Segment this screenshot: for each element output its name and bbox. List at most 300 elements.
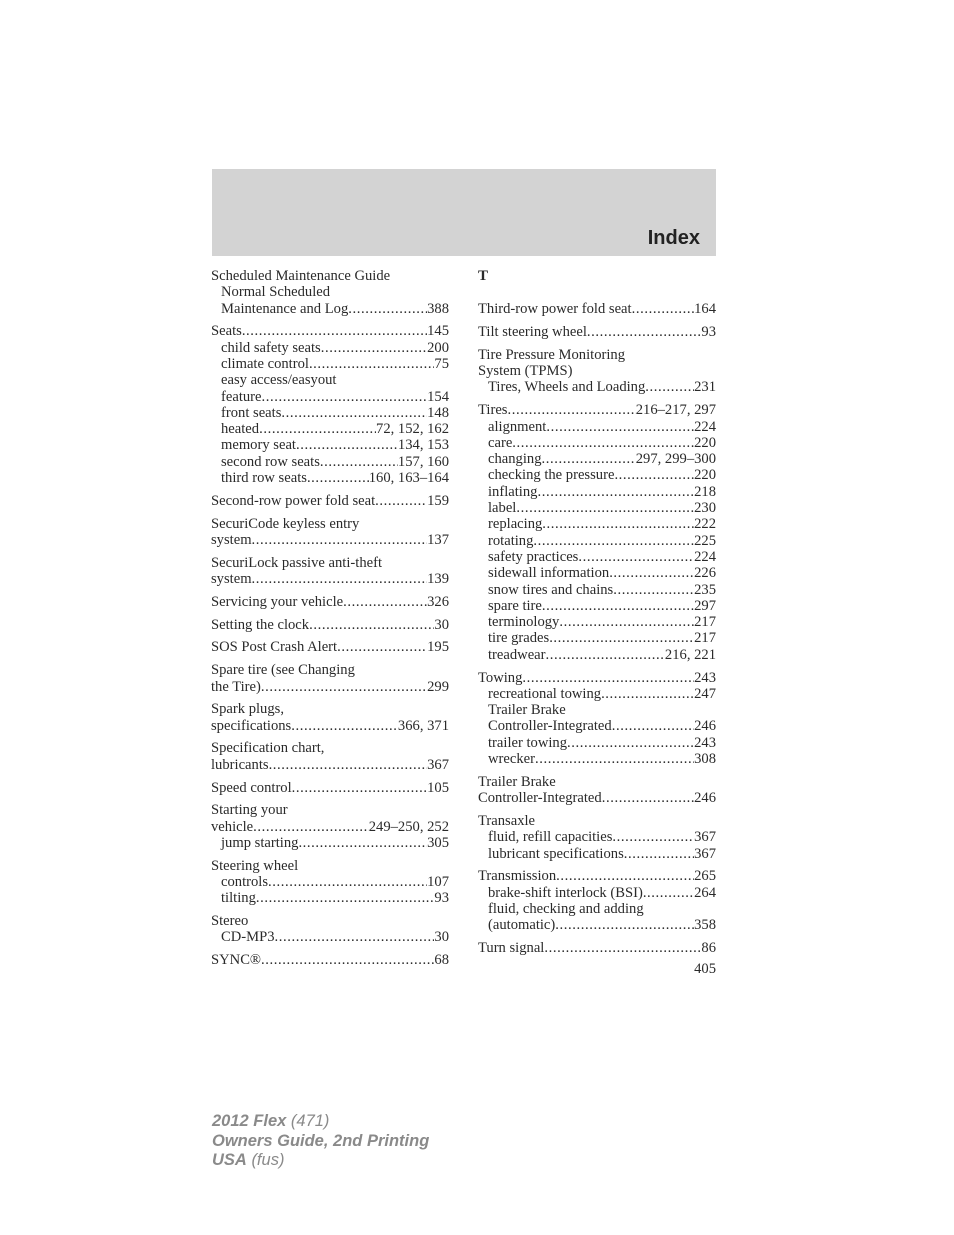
index-line [478, 846, 716, 862]
index-line [478, 901, 716, 917]
index-page-ref: 367 [427, 756, 449, 773]
index-line [211, 913, 449, 929]
index-line [211, 874, 449, 890]
index-term: alignment [488, 418, 547, 435]
footer-guide: Owners Guide, 2nd Printing [212, 1131, 430, 1150]
index-line [211, 617, 449, 633]
index-line [211, 780, 449, 796]
index-term: System (TPMS) [478, 363, 573, 380]
index-page-ref: 107 [427, 874, 449, 890]
dot-leader [275, 929, 435, 945]
index-line [211, 389, 449, 405]
index-page-ref: 299 [427, 678, 449, 695]
index-entry [211, 555, 449, 588]
index-entry [478, 324, 716, 340]
index-line [211, 340, 449, 356]
index-page-ref: 222 [694, 516, 716, 533]
index-term: child safety seats [221, 339, 321, 356]
index-line [211, 929, 449, 945]
index-entry [211, 662, 449, 695]
index-term: changing [488, 451, 542, 468]
index-term: fluid, checking and adding [488, 900, 644, 917]
index-term: Controller-Integrated [478, 790, 602, 807]
index-page-ref: 220 [694, 434, 716, 451]
index-entries-t [478, 301, 716, 956]
index-term: Transmission [478, 868, 557, 885]
index-term: fluid, refill capacities [488, 829, 613, 846]
index-term: Turn signal [478, 939, 545, 956]
index-line [211, 594, 449, 610]
index-page-ref: 226 [694, 565, 716, 582]
index-page-ref: 139 [427, 571, 449, 588]
index-term: Stereo [211, 913, 249, 930]
index-entry [478, 868, 716, 933]
index-page-ref: 137 [427, 531, 449, 548]
index-entry [211, 913, 449, 946]
index-line [478, 774, 716, 790]
index-entry [211, 516, 449, 549]
dot-leader [544, 940, 701, 956]
dot-leader [320, 454, 398, 470]
dot-leader [612, 718, 694, 734]
dot-leader [348, 301, 427, 317]
dot-leader [252, 571, 428, 587]
index-term: Spark plugs, [211, 701, 284, 718]
index-term: Seats [211, 323, 242, 340]
index-entry [478, 774, 716, 807]
index-entry [478, 347, 716, 396]
index-page-ref: 220 [694, 467, 716, 484]
index-line [478, 500, 716, 516]
index-page-ref: 308 [694, 751, 716, 768]
index-line [478, 790, 716, 806]
index-term: feature [221, 388, 262, 405]
index-entry [211, 594, 449, 610]
index-term: lubricants [211, 756, 269, 773]
index-page-ref: 297 [694, 597, 716, 614]
index-line [211, 470, 449, 486]
index-page-ref: 235 [694, 581, 716, 598]
index-line [211, 679, 449, 695]
index-term: sidewall information [488, 565, 610, 582]
index-line [211, 268, 449, 284]
index-term: spare tire [488, 597, 542, 614]
index-page-ref: 93 [701, 324, 716, 341]
index-term: Trailer Brake [478, 773, 556, 790]
index-line [211, 301, 449, 317]
dot-leader [516, 500, 694, 516]
index-entry [478, 670, 716, 768]
index-term: SOS Post Crash Alert [211, 639, 338, 656]
index-term: Speed control [211, 779, 292, 796]
index-line [211, 532, 449, 548]
index-term: second row seats [221, 453, 320, 470]
index-line [478, 533, 716, 549]
index-page-ref: 75 [434, 355, 449, 372]
index-term: controls [221, 874, 269, 890]
index-term: Tire Pressure Monitoring [478, 346, 626, 363]
dot-leader [632, 301, 695, 317]
index-term: front seats [221, 404, 282, 421]
index-term: Servicing your vehicle [211, 593, 344, 610]
index-page-ref: 164 [694, 301, 716, 318]
index-line [211, 284, 449, 300]
index-line [478, 829, 716, 845]
index-page-ref: 297, 299–300 [635, 451, 716, 468]
dot-leader [253, 819, 369, 835]
index-term: (automatic) [488, 917, 556, 934]
index-term: easy access/easyout [221, 372, 337, 389]
index-page-ref: 231 [694, 379, 716, 396]
dot-leader [587, 324, 702, 340]
dot-leader [343, 594, 427, 610]
dot-leader [507, 402, 635, 418]
index-line [211, 639, 449, 655]
index-page-ref: 326 [427, 593, 449, 610]
index-term: third row seats [221, 470, 307, 487]
index-page-ref: 145 [427, 323, 449, 340]
dot-leader [261, 952, 434, 968]
index-line [478, 467, 716, 483]
index-page-ref: 154 [427, 388, 449, 405]
index-line [211, 323, 449, 339]
dot-leader [522, 670, 694, 686]
index-entry [211, 617, 449, 633]
index-term: Spare tire (see Changing [211, 662, 355, 679]
index-line [211, 571, 449, 587]
index-term: vehicle [211, 818, 254, 835]
dot-leader [542, 516, 694, 532]
index-line [211, 356, 449, 372]
dot-leader [609, 565, 694, 581]
index-term: Starting your [211, 802, 288, 819]
index-page-ref: 68 [434, 952, 449, 969]
index-line [211, 952, 449, 968]
index-line [478, 419, 716, 435]
dot-leader [321, 340, 427, 356]
footer-code: (471) [290, 1112, 330, 1130]
dot-leader [578, 549, 694, 565]
index-term: climate control [221, 355, 309, 372]
index-term: recreational towing [488, 685, 602, 702]
index-line [478, 451, 716, 467]
index-line [211, 858, 449, 874]
dot-leader [549, 630, 694, 646]
index-term: Scheduled Maintenance Guide [211, 268, 391, 284]
index-line [211, 718, 449, 734]
index-term: system [211, 571, 252, 588]
index-term: Tires [478, 402, 508, 419]
index-line [211, 454, 449, 470]
index-line [478, 718, 716, 734]
index-line [478, 435, 716, 451]
index-term: label [488, 500, 517, 517]
index-entry [211, 780, 449, 796]
index-term: Towing [478, 669, 523, 686]
dot-leader [262, 389, 428, 405]
dot-leader [252, 532, 428, 548]
index-term: care [488, 434, 513, 451]
index-term: snow tires and chains [488, 581, 614, 598]
dot-leader [614, 467, 694, 483]
section-letter: T [478, 268, 489, 284]
header-band [212, 169, 716, 256]
index-term: Second-row power fold seat [211, 492, 376, 509]
index-line [478, 379, 716, 395]
dot-leader [643, 885, 694, 901]
dot-leader [542, 451, 636, 467]
index-page-ref: 246 [694, 718, 716, 735]
index-line [478, 565, 716, 581]
index-line [478, 582, 716, 598]
index-page-ref: 30 [434, 929, 449, 946]
index-page-ref: 217 [694, 630, 716, 647]
index-entry [478, 301, 716, 317]
footer [212, 1112, 429, 1171]
dot-leader [624, 846, 694, 862]
index-line [478, 598, 716, 614]
index-term: SecuriLock passive anti-theft [211, 554, 383, 571]
index-term: Setting the clock [211, 616, 310, 633]
index-page-ref: 367 [694, 845, 716, 862]
index-entry [211, 323, 449, 486]
dot-leader [292, 780, 427, 796]
dot-leader [261, 679, 427, 695]
index-term: CD-MP3 [221, 929, 275, 946]
index-line [478, 324, 716, 340]
index-term: tilting [221, 890, 256, 907]
index-page-ref: 358 [694, 917, 716, 934]
index-page-ref: 367 [694, 829, 716, 846]
index-line [211, 421, 449, 437]
index-line [211, 516, 449, 532]
index-page-ref: 224 [694, 418, 716, 435]
index-page-ref: 225 [694, 532, 716, 549]
index-term: trailer towing [488, 734, 568, 751]
index-page-ref: 243 [694, 734, 716, 751]
index-line [478, 484, 716, 500]
index-page-ref: 216–217, 297 [635, 402, 716, 419]
index-term: Tilt steering wheel [478, 324, 587, 341]
index-term: Maintenance and Log [221, 300, 349, 317]
index-page-ref: 216, 221 [664, 646, 716, 663]
footer-model: 2012 Flex [212, 1112, 287, 1130]
dot-leader [546, 419, 694, 435]
dot-leader [269, 757, 428, 773]
dot-leader [559, 614, 694, 630]
index-page-ref: 195 [427, 639, 449, 656]
index-page-ref: 265 [694, 868, 716, 885]
index-page-ref: 366, 371 [397, 717, 449, 734]
dot-leader [291, 718, 398, 734]
index-term: safety practices [488, 548, 579, 565]
footer-region-code: (fus) [251, 1151, 285, 1169]
index-line [478, 670, 716, 686]
dot-leader [242, 323, 427, 339]
dot-leader [281, 405, 427, 421]
index-line [211, 405, 449, 421]
dot-leader [613, 582, 694, 598]
dot-leader [546, 647, 665, 663]
index-page-ref: 200 [427, 339, 449, 356]
index-term: memory seat [221, 437, 296, 454]
index-entry [211, 493, 449, 509]
index-term: replacing [488, 516, 543, 533]
index-page-ref: 30 [434, 616, 449, 633]
index-term: Third-row power fold seat [478, 301, 632, 318]
dot-leader [298, 835, 427, 851]
footer-region: USA [212, 1151, 247, 1169]
index-line [478, 614, 716, 630]
index-term: Tires, Wheels and Loading [488, 379, 646, 396]
index-term: tire grades [488, 630, 550, 647]
index-term: jump starting [221, 834, 299, 851]
index-line [478, 402, 716, 418]
page-number: 405 [694, 961, 716, 977]
index-term: specifications [211, 717, 292, 734]
index-page-ref: 224 [694, 548, 716, 565]
index-term: wrecker [488, 751, 535, 768]
dot-leader [612, 829, 694, 845]
index-line [211, 890, 449, 906]
index-line [211, 437, 449, 453]
index-term: rotating [488, 532, 534, 549]
index-line [211, 819, 449, 835]
index-line [211, 802, 449, 818]
index-line [478, 940, 716, 956]
index-line [478, 630, 716, 646]
index-line [478, 735, 716, 751]
dot-leader [601, 686, 694, 702]
index-term: Steering wheel [211, 857, 299, 874]
index-line [478, 347, 716, 363]
index-entry [478, 940, 716, 956]
index-line [478, 702, 716, 718]
dot-leader [375, 493, 427, 509]
index-page-ref: 305 [427, 834, 449, 851]
dot-leader [309, 356, 434, 372]
index-term: terminology [488, 614, 560, 631]
index-page-ref: 160, 163–164 [368, 470, 449, 487]
dot-leader [542, 598, 694, 614]
index-term: system [211, 531, 252, 548]
index-term: inflating [488, 483, 538, 500]
dot-leader [602, 790, 694, 806]
index-entry [211, 701, 449, 734]
index-line [478, 647, 716, 663]
index-line [478, 516, 716, 532]
index-entry [211, 639, 449, 655]
index-line [211, 701, 449, 717]
index-term: SYNC® [211, 952, 262, 969]
index-term: lubricant specifications [488, 845, 624, 862]
index-line [211, 555, 449, 571]
index-page-ref: 217 [694, 614, 716, 631]
index-term: heated [221, 421, 260, 438]
dot-leader [512, 435, 694, 451]
index-page-ref: 243 [694, 669, 716, 686]
index-page-ref: 246 [694, 790, 716, 807]
index-term: Controller-Integrated [488, 718, 612, 735]
index-term: Trailer Brake [488, 702, 566, 719]
index-entry [211, 858, 449, 907]
dot-leader [556, 868, 694, 884]
index-page-ref: 218 [694, 483, 716, 500]
dot-leader [268, 874, 427, 890]
index-line [211, 493, 449, 509]
dot-leader [256, 890, 435, 906]
index-term: the Tire) [211, 678, 261, 695]
index-line [211, 740, 449, 756]
index-line [478, 363, 716, 379]
index-page-ref: 134, 153 [397, 437, 449, 454]
dot-leader [555, 917, 694, 933]
index-line [478, 686, 716, 702]
index-entry [211, 268, 449, 317]
dot-leader [535, 751, 694, 767]
index-term: SecuriCode keyless entry [211, 515, 360, 532]
dot-leader [645, 379, 694, 395]
index-column-right [478, 268, 716, 963]
index-line [478, 885, 716, 901]
index-term: checking the pressure [488, 467, 615, 484]
index-line [478, 301, 716, 317]
index-page-ref: 159 [427, 492, 449, 509]
dot-leader [533, 533, 694, 549]
index-line [478, 751, 716, 767]
index-entry [478, 813, 716, 862]
index-line [478, 813, 716, 829]
index-entry [478, 402, 716, 663]
index-line [478, 868, 716, 884]
index-line [211, 835, 449, 851]
index-page-ref: 93 [434, 890, 449, 907]
index-entry [211, 740, 449, 773]
index-term: Specification chart, [211, 740, 325, 757]
index-line [211, 757, 449, 773]
dot-leader [307, 470, 369, 486]
dot-leader [537, 484, 694, 500]
index-term: Normal Scheduled [221, 284, 331, 301]
index-page-ref: 247 [694, 685, 716, 702]
index-line [478, 917, 716, 933]
index-line [211, 662, 449, 678]
index-line [211, 372, 449, 388]
index-page-ref: 105 [427, 779, 449, 796]
page-title: Index [647, 227, 700, 249]
index-page-ref: 148 [427, 404, 449, 421]
index-term: Transaxle [478, 812, 536, 829]
index-page-ref: 86 [701, 939, 716, 956]
dot-leader [259, 421, 376, 437]
index-term: brake-shift interlock (BSI) [488, 884, 643, 901]
dot-leader [296, 437, 398, 453]
dot-leader [337, 639, 427, 655]
index-page-ref: 388 [427, 300, 449, 317]
index-page-ref: 72, 152, 162 [376, 421, 449, 438]
index-column-left [211, 268, 449, 975]
index-entry [211, 802, 449, 851]
index-entry [211, 952, 449, 968]
dot-leader [309, 617, 434, 633]
index-page-ref: 157, 160 [397, 453, 449, 470]
dot-leader [567, 735, 694, 751]
index-line [478, 549, 716, 565]
index-page-ref: 230 [694, 500, 716, 517]
index-term: treadwear [488, 646, 546, 663]
index-page-ref: 249–250, 252 [368, 818, 449, 835]
index-page-ref: 264 [694, 884, 716, 901]
